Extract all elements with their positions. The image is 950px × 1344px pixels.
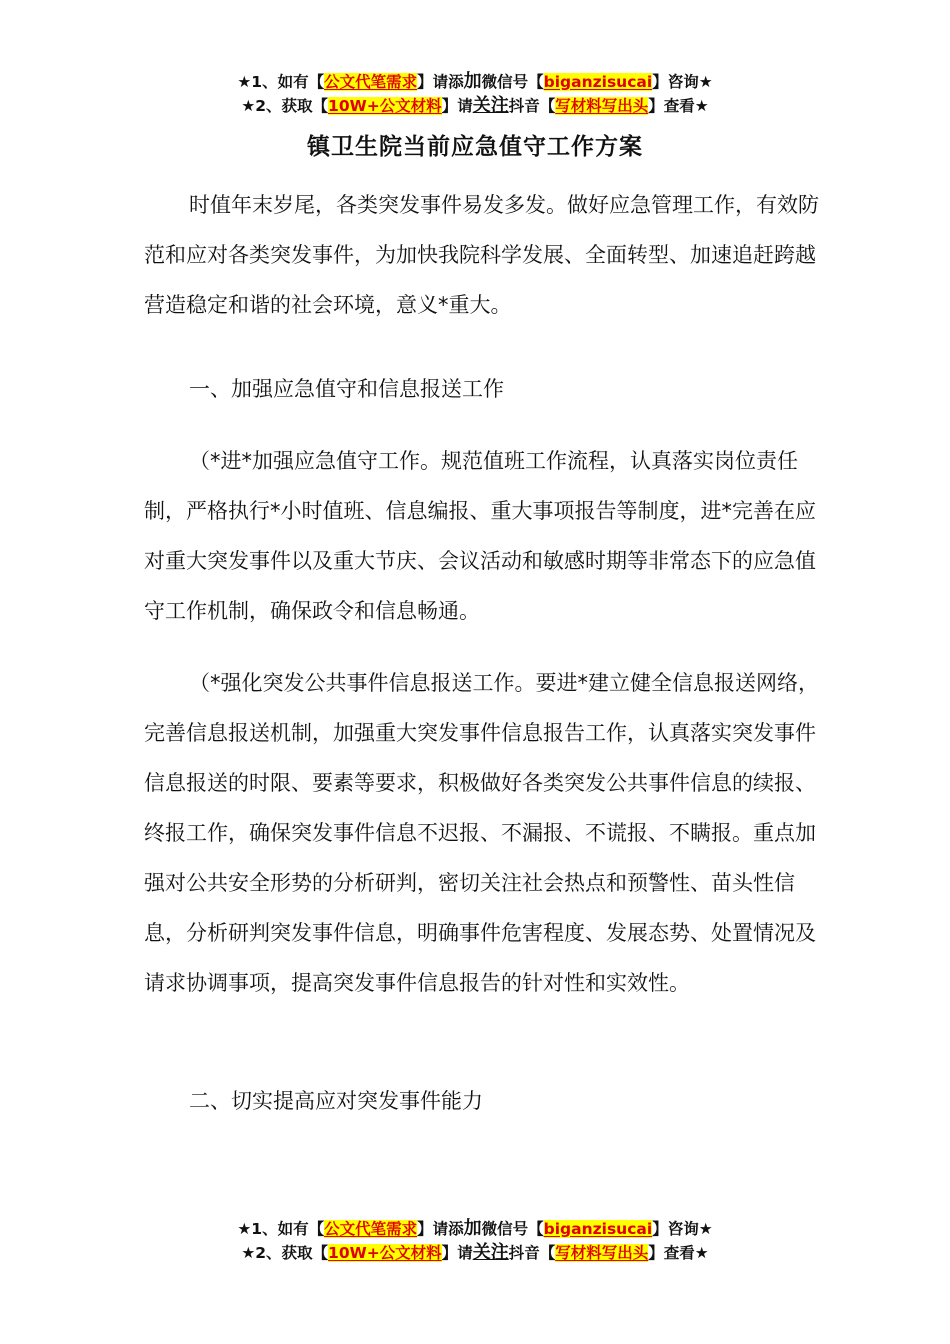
banner-text: 微信号【 [481,73,544,91]
highlight-service: 公文代笔需求 [324,73,418,91]
banner-line-1 [0,70,950,94]
banner-text: ★1、如有【 [237,1220,325,1238]
highlight-materials: 10W+公文材料 [328,1244,442,1262]
banner-text: 】请添 [417,73,464,91]
banner-emphasis: 关注 [472,1242,509,1263]
header-banner [0,70,950,118]
paragraph-reporting: （*强化突发公共事件信息报送工作。要进*建立健全信息报送网络，完善信息报送机制，加强重大突发事件信息报告工作，认真落实突发事件信息报送的时限、要素等要求，积极做好各类突发公共事件信息的续报、终报工作，确保突发事件信息不迟报、不漏报、不谎报、不瞒报。重点加强对公共安全形势的分析研判，密切关注社会热点和预警性、苗头性信息，分析研判突发事件信息，明确事件危害程度、发展态势、处置情况及请求协调事项，提高突发事件信息报告的针对性和实效性。 [144,671,819,995]
banner-emphasis: 关注 [472,95,509,116]
section-heading-2: 二、切实提高应对突发事件能力 [189,1089,483,1113]
banner-text: 】查看★ [648,97,709,115]
banner-text: 】查看★ [648,1244,709,1262]
highlight-materials: 10W+公文材料 [328,97,442,115]
highlight-douyin-account: 写材料写出头 [555,1244,649,1262]
highlight-douyin-account: 写材料写出头 [555,97,649,115]
banner-line-1 [0,1217,950,1241]
banner-text: 抖音【 [508,97,556,115]
highlight-wechat-id: biganzisucai [543,1220,653,1238]
paragraph-intro: 时值年末岁尾，各类突发事件易发多发。做好应急管理工作，有效防范和应对各类突发事件，为加快我院科学发展、全面转型、加速追赶跨越营造稳定和谐的社会环境，意义*重大。 [144,193,819,317]
banner-line-2 [0,94,950,118]
highlight-wechat-id: biganzisucai [543,73,653,91]
banner-text: 】请 [441,1244,473,1262]
banner-text: ★2、获取【 [241,97,329,115]
paragraph-duty: （*进*加强应急值守工作。规范值班工作流程，认真落实岗位责任制，严格执行*小时值班、信息编报、重大事项报告等制度，进*完善在应对重大突发事件以及重大节庆、会议活动和敏感时期等非常态下的应急值守工作机制，确保政令和信息畅通。 [144,449,816,623]
banner-text: 抖音【 [508,1244,556,1262]
banner-text: ★2、获取【 [241,1244,329,1262]
footer-banner [0,1217,950,1265]
highlight-service: 公文代笔需求 [324,1220,418,1238]
banner-emphasis: 加 [463,1218,482,1239]
banner-text: ★1、如有【 [237,73,325,91]
banner-line-2 [0,1241,950,1265]
banner-text: 】请添 [417,1220,464,1238]
banner-text: 】请 [441,97,473,115]
banner-text: 微信号【 [481,1220,544,1238]
document-title: 镇卫生院当前应急值守工作方案 [307,134,643,160]
banner-text: 】咨询★ [652,73,713,91]
banner-emphasis: 加 [463,71,482,92]
section-heading-1: 一、加强应急值守和信息报送工作 [189,377,504,401]
banner-text: 】咨询★ [652,1220,713,1238]
